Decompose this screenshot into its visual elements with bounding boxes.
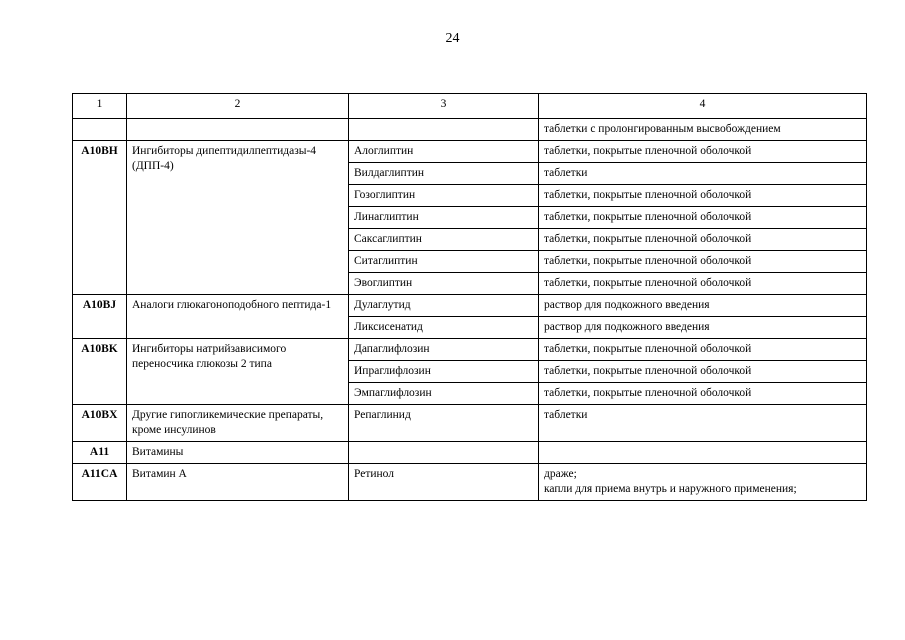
drug-name-cell: Эмпаглифлозин [349,383,539,405]
dosage-form-cell: таблетки, покрытые пленочной оболочкой [539,339,867,361]
drug-name-cell: Ситаглиптин [349,251,539,273]
atc-code-cell: A10BJ [73,295,127,339]
group-name-cell: Аналоги глюкагоноподобного пептида-1 [127,295,349,339]
drug-name-cell: Дапаглифлозин [349,339,539,361]
atc-code-cell: A11CA [73,464,127,501]
header-cell-1: 1 [73,94,127,119]
table-row [73,405,867,442]
dosage-form-cell: раствор для подкожного введения [539,317,867,339]
dosage-form-cell: таблетки, покрытые пленочной оболочкой [539,273,867,295]
atc-code-cell: A11 [73,442,127,464]
dosage-form-cell: раствор для подкожного введения [539,295,867,317]
atc-code-cell: A10BH [73,141,127,295]
drug-name-cell: Саксаглиптин [349,229,539,251]
drug-name-cell: Ретинол [349,464,539,501]
dosage-form-cell: таблетки, покрытые пленочной оболочкой [539,229,867,251]
drug-name-cell: Линаглиптин [349,207,539,229]
table-row [73,339,867,361]
dosage-form-cell: таблетки, покрытые пленочной оболочкой [539,207,867,229]
atc-code-cell: A10BX [73,405,127,442]
group-name-cell: Ингибиторы дипептидилпептидазы-4 (ДПП-4) [127,141,349,295]
drug-name-cell: Репаглинид [349,405,539,442]
dosage-form-cell: таблетки [539,163,867,185]
group-cell [127,119,349,141]
drug-name-cell: Дулаглутид [349,295,539,317]
header-cell-4: 4 [539,94,867,119]
header-row [73,94,867,119]
group-name-cell: Другие гипогликемические препараты, кроме инсулинов [127,405,349,442]
dosage-form-cell: таблетки, покрытые пленочной оболочкой [539,251,867,273]
header-cell-3: 3 [349,94,539,119]
dosage-form-cell [539,442,867,464]
dosage-form-cell: таблетки [539,405,867,442]
drug-name-cell: Эвоглиптин [349,273,539,295]
group-name-cell: Витамин А [127,464,349,501]
table-row [73,295,867,317]
drug-name-cell: Вилдаглиптин [349,163,539,185]
drug-table [72,93,867,501]
drug-name-cell: Алоглиптин [349,141,539,163]
header-cell-2: 2 [127,94,349,119]
dosage-form-cell: таблетки, покрытые пленочной оболочкой [539,141,867,163]
page-number: 24 [445,31,460,46]
form-cell: таблетки с пролонгированным высвобождением [539,119,867,141]
drug-name-cell: Ликсисенатид [349,317,539,339]
group-name-cell: Ингибиторы натрийзависимого переносчика глюкозы 2 типа [127,339,349,405]
drug-name-cell [349,442,539,464]
table-row [73,141,867,163]
code-cell [73,119,127,141]
continuation-row [73,119,867,141]
atc-code-cell: A10BK [73,339,127,405]
drug-cell [349,119,539,141]
dosage-form-cell: таблетки, покрытые пленочной оболочкой [539,383,867,405]
group-name-cell: Витамины [127,442,349,464]
table-row [73,442,867,464]
drug-name-cell: Гозоглиптин [349,185,539,207]
dosage-form-cell: драже; капли для приема внутрь и наружного применения; [539,464,867,501]
dosage-form-cell: таблетки, покрытые пленочной оболочкой [539,185,867,207]
table-row [73,464,867,501]
drug-name-cell: Ипраглифлозин [349,361,539,383]
dosage-form-cell: таблетки, покрытые пленочной оболочкой [539,361,867,383]
table-body [73,94,867,501]
